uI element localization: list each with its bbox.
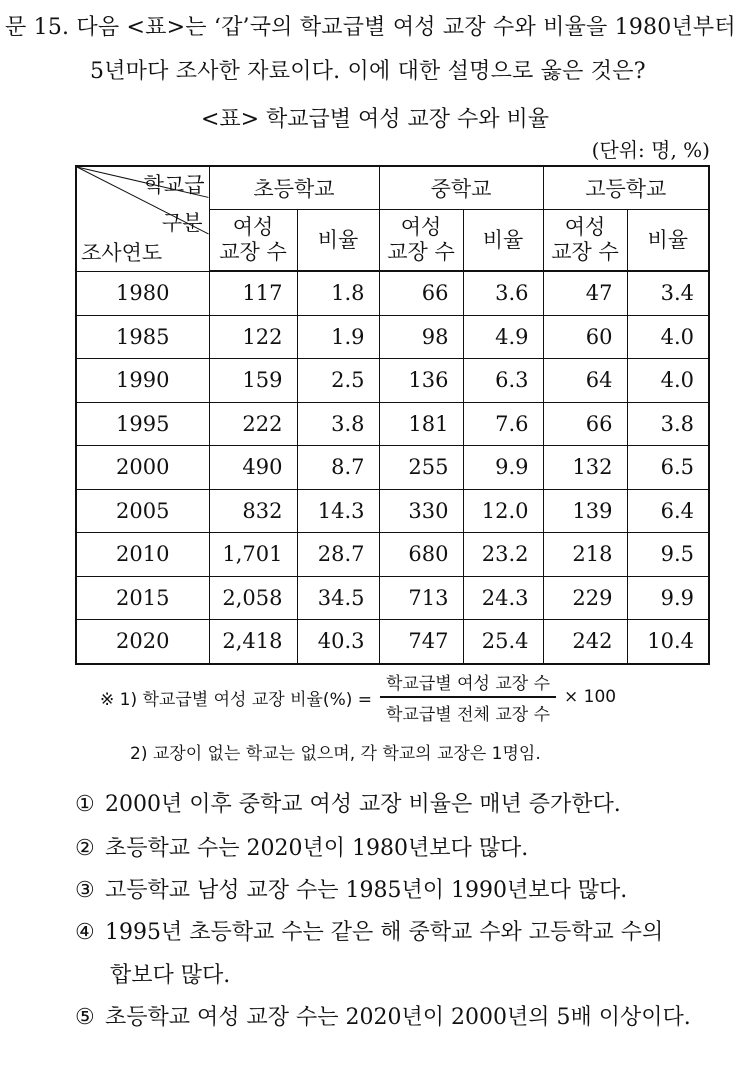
ratio-cell: 3.4 <box>627 271 709 315</box>
ratio-cell: 6.4 <box>627 489 709 533</box>
footnote-2: 2) 교장이 없는 학교는 없으며, 각 학교의 교장은 1명임. <box>130 744 541 764</box>
data-table <box>75 165 710 665</box>
choice-text: 합보다 많다. <box>110 963 231 988</box>
ratio-cell: 3.6 <box>463 271 543 315</box>
formula-fraction <box>380 669 556 725</box>
table-row <box>76 446 709 490</box>
count-cell: 747 <box>379 620 463 664</box>
count-cell: 136 <box>379 359 463 403</box>
fraction-numerator: 학교급별 여성 교장 수 <box>386 674 551 695</box>
choice-5[interactable] <box>75 1000 691 1031</box>
count-cell: 1,701 <box>209 533 297 577</box>
count-cell: 222 <box>209 402 297 446</box>
ratio-cell: 3.8 <box>627 402 709 446</box>
table-row <box>76 359 709 403</box>
choice-marker: ④ <box>75 920 95 945</box>
ratio-cell: 1.9 <box>297 315 379 359</box>
subheader-count: 여성 교장 수 <box>209 210 297 272</box>
header-middle: 중학교 <box>379 166 543 210</box>
ratio-cell: 8.7 <box>297 446 379 490</box>
header-corner <box>76 166 209 271</box>
count-cell: 181 <box>379 402 463 446</box>
ratio-cell: 1.8 <box>297 271 379 315</box>
subheader-ratio: 비율 <box>297 210 379 272</box>
count-cell: 2,418 <box>209 620 297 664</box>
choice-text: 1995년 초등학교 수는 같은 해 중학교 수와 고등학교 수의 <box>105 920 664 945</box>
count-cell: 713 <box>379 576 463 620</box>
subheader-count: 여성 교장 수 <box>543 210 627 272</box>
choice-4-continued[interactable] <box>110 958 230 989</box>
ratio-cell: 4.0 <box>627 315 709 359</box>
corner-label-level: 학교급 <box>143 173 205 197</box>
count-cell: 330 <box>379 489 463 533</box>
choice-marker: ② <box>75 836 95 861</box>
year-cell: 1980 <box>76 271 209 315</box>
ratio-cell: 9.9 <box>463 446 543 490</box>
choice-3[interactable] <box>75 873 627 904</box>
table-row <box>76 620 709 664</box>
year-cell: 1985 <box>76 315 209 359</box>
count-cell: 139 <box>543 489 627 533</box>
table-row <box>76 402 709 446</box>
ratio-cell: 7.6 <box>463 402 543 446</box>
table-row <box>76 576 709 620</box>
count-cell: 832 <box>209 489 297 533</box>
choice-marker: ③ <box>75 878 95 903</box>
header-high: 고등학교 <box>543 166 709 210</box>
formula-suffix: × 100 <box>564 687 617 707</box>
ratio-cell: 9.5 <box>627 533 709 577</box>
table-row <box>76 315 709 359</box>
subheader-count: 여성 교장 수 <box>379 210 463 272</box>
year-cell: 2020 <box>76 620 209 664</box>
ratio-cell: 9.9 <box>627 576 709 620</box>
count-cell: 117 <box>209 271 297 315</box>
ratio-cell: 14.3 <box>297 489 379 533</box>
year-cell: 2015 <box>76 576 209 620</box>
count-cell: 60 <box>543 315 627 359</box>
count-cell: 229 <box>543 576 627 620</box>
count-cell: 66 <box>543 402 627 446</box>
header-elementary: 초등학교 <box>209 166 379 210</box>
count-cell: 255 <box>379 446 463 490</box>
table-body <box>76 271 709 664</box>
table-row <box>76 489 709 533</box>
count-cell: 47 <box>543 271 627 315</box>
year-cell: 2000 <box>76 446 209 490</box>
ratio-cell: 40.3 <box>297 620 379 664</box>
ratio-cell: 12.0 <box>463 489 543 533</box>
question-line-1: 문 15. 다음 <표>는 ‘갑’국의 학교급별 여성 교장 수와 비율을 1980년부터 <box>5 15 736 40</box>
ratio-cell: 4.0 <box>627 359 709 403</box>
question-line-2: 5년마다 조사한 자료이다. 이에 대한 설명으로 옳은 것은? <box>90 59 646 84</box>
formula-prefix: ※ 1) 학교급별 여성 교장 비율(%) = <box>100 689 372 710</box>
choice-2[interactable] <box>75 831 528 862</box>
ratio-cell: 28.7 <box>297 533 379 577</box>
ratio-cell: 4.9 <box>463 315 543 359</box>
choice-1[interactable] <box>75 787 621 818</box>
count-cell: 122 <box>209 315 297 359</box>
year-cell: 1995 <box>76 402 209 446</box>
choice-4[interactable] <box>75 915 663 946</box>
count-cell: 132 <box>543 446 627 490</box>
ratio-cell: 6.3 <box>463 359 543 403</box>
choice-marker: ⑤ <box>75 1005 95 1030</box>
table-unit: (단위: 명, %) <box>591 138 710 162</box>
choice-text: 초등학교 여성 교장 수는 2020년이 2000년의 5배 이상이다. <box>105 1005 691 1030</box>
count-cell: 98 <box>379 315 463 359</box>
fraction-denominator: 학교급별 전체 교장 수 <box>386 704 551 725</box>
year-cell: 2010 <box>76 533 209 577</box>
year-cell: 2005 <box>76 489 209 533</box>
count-cell: 680 <box>379 533 463 577</box>
count-cell: 490 <box>209 446 297 490</box>
count-cell: 2,058 <box>209 576 297 620</box>
choice-text: 초등학교 수는 2020년이 1980년보다 많다. <box>105 836 529 861</box>
corner-label-category: 구분 <box>161 211 203 235</box>
table-row <box>76 533 709 577</box>
table-caption: <표> 학교급별 여성 교장 수와 비율 <box>200 107 550 132</box>
footnote-formula <box>100 674 617 725</box>
ratio-cell: 10.4 <box>627 620 709 664</box>
ratio-cell: 24.3 <box>463 576 543 620</box>
ratio-cell: 23.2 <box>463 533 543 577</box>
count-cell: 218 <box>543 533 627 577</box>
count-cell: 64 <box>543 359 627 403</box>
ratio-cell: 2.5 <box>297 359 379 403</box>
count-cell: 242 <box>543 620 627 664</box>
ratio-cell: 25.4 <box>463 620 543 664</box>
ratio-cell: 6.5 <box>627 446 709 490</box>
subheader-ratio: 비율 <box>463 210 543 272</box>
table-row <box>76 271 709 315</box>
count-cell: 66 <box>379 271 463 315</box>
count-cell: 159 <box>209 359 297 403</box>
year-cell: 1990 <box>76 359 209 403</box>
choice-marker: ① <box>75 792 95 817</box>
subheader-ratio: 비율 <box>627 210 709 272</box>
ratio-cell: 3.8 <box>297 402 379 446</box>
choice-text: 2000년 이후 중학교 여성 교장 비율은 매년 증가한다. <box>105 792 621 817</box>
corner-label-year: 조사연도 <box>81 240 163 265</box>
ratio-cell: 34.5 <box>297 576 379 620</box>
choice-text: 고등학교 남성 교장 수는 1985년이 1990년보다 많다. <box>105 878 628 903</box>
